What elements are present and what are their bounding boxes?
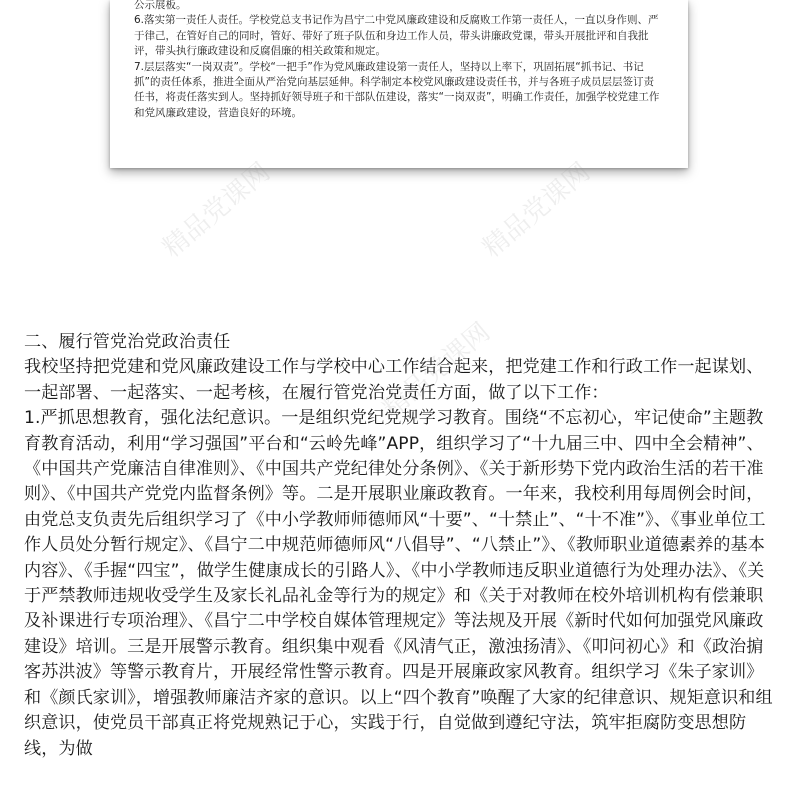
watermark-lower: 精品党课网 — [377, 317, 497, 424]
watermark-right: 精品党课网 — [477, 157, 597, 264]
item-1-paragraph: 1.严抓思想教育，强化法纪意识。一是组织党纪党规学习教育。围绕“不忘初心，牢记使命”主题教育教育活动，利用“学习强国”平台和“云岭先峰”APP，组织学习了“十九届三中、四中全会精神”、《中国共产党廉洁自律准则》、《中国共产党纪律处分条例》、《关于新形势下党内政治生活的若干准则》、《中国共产党党内监督条例》等。二是开展职业廉政教育。一年来，我校利用每周例会时间，由党总支负责先后组织学习了《中小学教师师德师风“十要”、“十禁止”、“十不准”》、《事业单位工作人员处分暂行规定》、《昌宁二中规范师德师风“八倡导”、“八禁止”》、《教师职业道德素养的基本内容》、《手握“四宝”，做学生健康成长的引路人》、《中小学教师违反职业道德行为处理办法》、《关于严禁教师违规收受学生及家长礼品礼金等行为的规定》和《关于对教师在校外培训机构有偿兼职及补课进行专项治理》、《昌宁二中学校自媒体管理规定》等法规及开展《新时代如何加强党风廉政建设》培训。三是开展警示教育。组织集中观看《风清气正，激浊扬清》、《叩问初心》和《政治掮客苏洪波》等警示教育片，开展经常性警示教育。四是开展廉政家风教育。组织学习《朱子家训》和《颜氏家训》，增强教师廉洁齐家的意识。以上“四个教育”唤醒了大家的纪律意识、规矩意识和组织意识，使党员干部真正将党规熟记于心，实践于行，自觉做到遵纪守法，筑牢拒腐防变思想防线，为做 — [24, 408, 773, 759]
preview-line-top: 公示展板。 — [134, 0, 187, 11]
document-preview-card — [110, 0, 688, 168]
intro-paragraph: 我校坚持把党建和党风廉政建设工作与学校中心工作结合起来，把党建工作和行政工作一起谋划、一起部署、一起落实、一起考核，在履行管党治党责任方面，做了以下工作： — [24, 357, 764, 403]
watermark-left: 精品党课网 — [157, 157, 277, 264]
preview-item-6: 6.落实第一责任人责任。学校党总支书记作为昌宁二中党风廉政建设和反腐败工作第一责任人，一直以身作则、严于律己，在管好自己的同时，管好、带好了班子队伍和身边工作人员，带头讲廉政党课，带头开展批评和自我批评，带头执行廉政建设和反腐倡廉的相关政策和规定。 — [134, 14, 659, 58]
document-body — [24, 330, 780, 762]
preview-item-7: 7.层层落实“一岗双责”。学校“一把手”作为党风廉政建设第一责任人，坚持以上率下，巩固拓展“抓书记、书记抓”的责任体系，推进全面从严治党向基层延伸。科学制定本校党风廉政建设责任书，并与各班子成员层层签订责任书，将责任落实到人。坚持抓好领导班子和干部队伍建设，落实“一岗双责”，明确工作责任，加强学校党建工作和党风廉政建设，营造良好的环境。 — [134, 60, 660, 119]
preview-text-block — [134, 0, 660, 121]
section-heading: 二、履行管党治党政治责任 — [24, 332, 231, 352]
